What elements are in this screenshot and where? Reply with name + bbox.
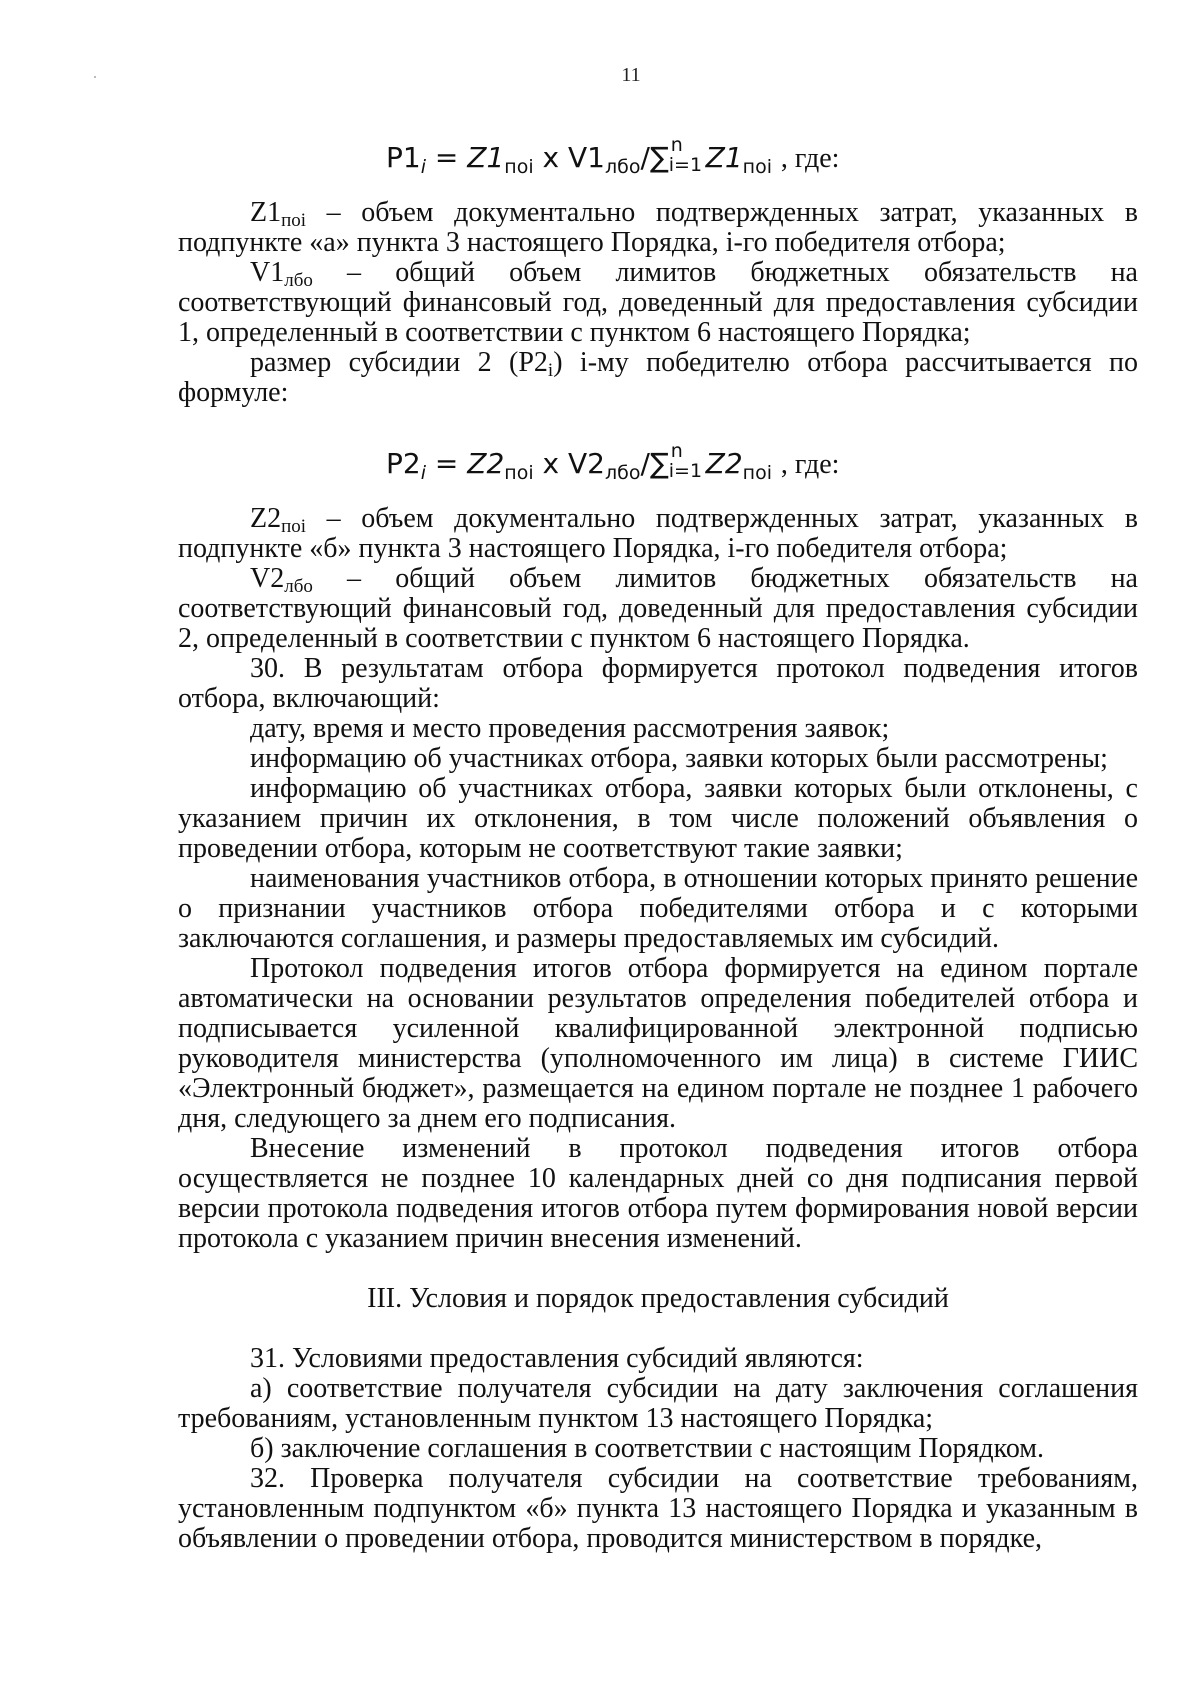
- def-v2-text: – общий объем лимитов бюджетных обязательств на соответствующий финансовый год, доведенный для предоставления субсидии 2, определенный в соответствии с пунктом 6 настоящего Порядка.: [178, 563, 1138, 654]
- formula-p2-lhs: P2: [386, 447, 421, 480]
- subsidy2-pre: размер субсидии 2 (P2: [250, 347, 548, 378]
- def-z2-text: – объем документально подтвержденных затрат, указанных в подпункте «б» пункта 3 настоящего Порядка, i-го победителя отбора;: [178, 503, 1138, 564]
- formula-p1-sigma: ∑: [649, 141, 669, 174]
- formula-p2-op: x: [542, 447, 560, 480]
- formula-p2-z-sub: поi: [504, 462, 534, 484]
- formula-p2-z: Z2: [467, 447, 505, 480]
- section-heading: III. Условия и порядок предоставления субсидий: [367, 1283, 949, 1314]
- paragraph-subsidy2-size: [178, 348, 1138, 408]
- subsidy2-post: ) i-му победителю отбора рассчитывается по формуле:: [178, 347, 1138, 408]
- def-v1-var: V1: [250, 257, 285, 288]
- formula-p1-lhs: P1: [386, 141, 421, 174]
- formula-p2-lhs-sub: i: [420, 462, 426, 484]
- formula-p1-z-sum: Z1: [705, 141, 743, 174]
- def-z1-sub: поi: [281, 210, 307, 231]
- paragraph-30: 30. В результатам отбора формируется протокол подведения итогов отбора, включающий:: [178, 653, 1138, 714]
- formula-p1-z: Z1: [467, 141, 505, 174]
- def-z2-sub: поi: [281, 516, 307, 537]
- formula-p2-limits: [668, 440, 703, 482]
- paragraph-31-b: б) заключение соглашения в соответствии с настоящим Порядком.: [250, 1433, 1045, 1464]
- formula-p2-z-sum: Z2: [705, 447, 743, 480]
- def-v2-var: V2: [250, 563, 285, 594]
- definition-z2: [178, 504, 1138, 564]
- def-z1-var: Z1: [250, 197, 282, 228]
- def-v1-text: – общий объем лимитов бюджетных обязательств на соответствующий финансовый год, доведенный для предоставления субсидии 1, определенный в соответствии с пунктом 6 настоящего Порядка;: [178, 257, 1138, 348]
- formula-p1: $P1_i = Z1_{поi}$ x $V1_{лбо}/\sum$ n i=1 $Z1_{поi}$ , где:: [386, 134, 840, 178]
- definition-v2: [178, 564, 1138, 654]
- formula-p2-sigma-top: n: [670, 440, 683, 462]
- formula-p1-op: x: [542, 141, 560, 174]
- formula-p2-slash: /: [640, 447, 650, 480]
- formula-p2-v: V2: [567, 447, 605, 480]
- formula-p2-sigma-bottom: i=1: [668, 460, 703, 482]
- formula-p1-z-sub: поi: [504, 156, 534, 178]
- paragraph-30-item-rejected: информацию об участниках отбора, заявки которых были отклонены, с указанием причин их отклонения, в том числе положений объявления о проведении отбора, которым не соответствуют такие заявки;: [178, 773, 1138, 864]
- paragraph-32: 32. Проверка получателя субсидии на соответствие требованиям, установленным подпунктом «б» пункта 13 настоящего Порядка и указанным в объявлении о проведении отбора, проводится министерством в порядке,: [178, 1463, 1138, 1554]
- page-number: 11: [621, 64, 641, 86]
- paragraph-30-item-considered: информацию об участниках отбора, заявки которых были рассмотрены;: [250, 743, 1108, 774]
- formula-p2-v-sub: лбо: [604, 462, 641, 484]
- formula-p1-slash: /: [640, 141, 650, 174]
- formula-p1-limits: [668, 134, 703, 176]
- def-v1-sub: лбо: [284, 270, 313, 291]
- paragraph-30-item-date: дату, время и место проведения рассмотрения заявок;: [250, 713, 890, 744]
- formula-p2: $P2_i = Z2_{поi}$ x $V2_{лбо}/\sum$ n i=1 $Z2_{поi}$ , где:: [386, 440, 840, 484]
- formula-p1-tail: , где:: [780, 143, 840, 174]
- paragraph-30-protocol: Протокол подведения итогов отбора формируется на едином портале автоматически на основании результатов определения победителей отбора и подписывается усиленной квалифицированной электронной подписью руководителя министерства (уполномоченного им лица) в системе ГИИС «Электронный бюджет», размещается на едином портале не позднее 1 рабочего дня, следующего за днем его подписания.: [178, 953, 1138, 1134]
- page-content: [178, 134, 1138, 1554]
- paragraph-30-changes: Внесение изменений в протокол подведения итогов отбора осуществляется не позднее 10 календарных дней со дня подписания первой версии протокола подведения итогов отбора путем формирования новой версии протокола с указанием причин внесения изменений.: [178, 1133, 1138, 1254]
- paragraph-31-a: а) соответствие получателя субсидии на дату заключения соглашения требованиям, установленным пунктом 13 настоящего Порядка;: [178, 1373, 1138, 1434]
- formula-p2-sigma: ∑: [649, 447, 669, 480]
- formula-p1-v-sub: лбо: [604, 156, 641, 178]
- def-v2-sub: лбо: [284, 576, 313, 597]
- formula-p2-tail: , где:: [780, 449, 840, 480]
- definition-v1: [178, 258, 1138, 348]
- def-z2-var: Z2: [250, 503, 282, 534]
- formula-p2-z-sum-sub: поi: [742, 462, 772, 484]
- paragraph-30-item-winners: наименования участников отбора, в отношении которых принято решение о признании участников отбора победителями отбора и с которыми заключаются соглашения, и размеры предоставляемых им субсидий.: [178, 863, 1138, 954]
- formula-p1-v: V1: [567, 141, 605, 174]
- paragraph-31: 31. Условиями предоставления субсидий являются:: [250, 1343, 864, 1374]
- def-z1-text: – объем документально подтвержденных затрат, указанных в подпункте «а» пункта 3 настоящего Порядка, i-го победителя отбора;: [178, 197, 1138, 258]
- formula-p1-sigma-top: n: [670, 134, 683, 156]
- definition-z1: [178, 198, 1138, 258]
- subsidy2-sub: i: [547, 360, 554, 381]
- formula-p1-sigma-bottom: i=1: [668, 154, 703, 176]
- formula-p1-lhs-sub: i: [420, 156, 426, 178]
- formula-p1-z-sum-sub: поi: [742, 156, 772, 178]
